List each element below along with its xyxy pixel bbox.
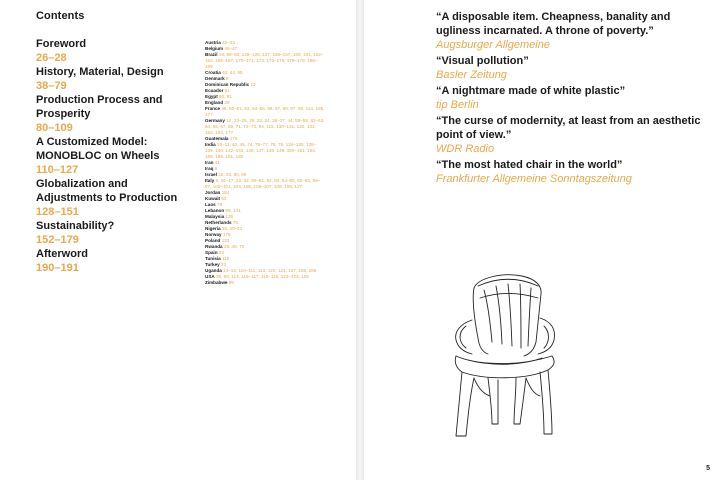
quote-text: “A nightmare made of white plastic” <box>436 85 626 97</box>
index-country: Brazil <box>205 52 218 57</box>
index-country: Poland <box>205 238 221 243</box>
index-country: USA <box>205 274 215 279</box>
index-pages: 184 <box>221 190 230 195</box>
quote-block <box>436 84 706 112</box>
index-country: Austria <box>205 40 221 45</box>
index-pages: 22 <box>221 262 227 267</box>
index-pages: 23 <box>218 250 224 255</box>
quote-source: Frankfurter Allgemeine Sonntagszeitung <box>436 173 632 185</box>
toc-title: Foreword <box>36 38 87 50</box>
quote-block <box>436 114 706 156</box>
index-country: Nigeria <box>205 226 221 231</box>
toc-item[interactable] <box>36 93 196 135</box>
index-row <box>205 52 325 70</box>
toc-pages: 38–79 <box>36 80 67 92</box>
index-row <box>205 178 325 190</box>
index-pages: 136 <box>225 214 234 219</box>
index-pages: 35, 60, 114, 116–117, 118–119, 122–123, 125 <box>215 274 309 279</box>
toc-item[interactable] <box>36 247 196 275</box>
index-pages: 10–11, 40, 45, 74, 76–77, 78, 79, 134–135, 138–139, 140, 142–143, 145, 147, 148, 149, 150–151, 164, 168, 169, 181, 182 <box>205 142 317 159</box>
index-country: France <box>205 106 221 111</box>
index-country: Germany <box>205 118 225 123</box>
index-country: Turkey <box>205 262 220 267</box>
index-country: Italy <box>205 178 215 183</box>
index-pages: 13 <box>250 82 256 87</box>
toc-item[interactable] <box>36 135 196 177</box>
index-pages: 18, 59–60, 128–129, 137, 156–157, 159, 161, 162–163, 166–167, 170–171, 173, 174–175, 178–179, 188–189 <box>205 52 324 69</box>
table-of-contents <box>36 37 196 275</box>
toc-item[interactable] <box>36 219 196 247</box>
index-pages: 46–47 <box>224 46 238 51</box>
index-country: Laos <box>205 202 216 207</box>
index-pages: 99, 141 <box>225 208 241 213</box>
quote-block <box>436 158 706 186</box>
quote-text: “Visual pollution” <box>436 55 529 67</box>
toc-title: Sustainability? <box>36 220 115 232</box>
country-index <box>205 40 325 286</box>
index-country: Ecuador <box>205 88 224 93</box>
toc-pages: 128–151 <box>36 206 79 218</box>
index-row <box>205 106 325 118</box>
press-quotes <box>436 10 706 188</box>
index-country: Spain <box>205 250 218 255</box>
toc-pages: 152–179 <box>36 234 79 246</box>
index-pages: 48, 49, 70 <box>223 244 245 249</box>
index-pages: 9, 16–17, 22, 32, 80–81, 82, 83, 84–85, 92–93, 96–97, 100–101, 103, 105, 106–107, 108, 109, 127 <box>205 178 321 189</box>
toc-pages: 80–109 <box>36 122 73 134</box>
index-pages: 14–15, 110–111, 113, 120, 121, 127, 185, 186 <box>223 268 317 273</box>
index-country: Norway <box>205 232 222 237</box>
index-country: Uganda <box>205 268 222 273</box>
index-country: Rwanda <box>205 244 223 249</box>
index-pages: 133 <box>221 238 230 243</box>
index-pages: 46, 50–51, 53, 54–55, 56, 57, 86, 87, 98, 114, 165, 177 <box>205 106 325 117</box>
toc-item[interactable] <box>36 65 196 93</box>
toc-title: Production Process and Prosperity <box>36 94 163 120</box>
index-pages: 18, 23, 90, 95 <box>218 172 247 177</box>
quote-source: WDR Radio <box>436 143 495 155</box>
index-pages: 38 <box>224 100 230 105</box>
quote-text: “A disposable item. Cheapness, banality and ugliness incarnated. A throne of poverty.” <box>436 11 671 37</box>
index-country: Dominican Republic <box>205 82 250 87</box>
index-row <box>205 142 325 160</box>
index-country: Guatemala <box>205 136 229 141</box>
quote-source: tip Berlin <box>436 99 479 111</box>
index-pages: 115 <box>222 256 230 261</box>
index-country: Egypt <box>205 94 218 99</box>
index-pages: 41 <box>214 160 220 165</box>
index-pages: 91 <box>224 88 230 93</box>
index-country: Malaysia <box>205 214 225 219</box>
toc-pages: 26–28 <box>36 52 67 64</box>
index-country: Belgium <box>205 46 224 51</box>
index-country: Kuwait <box>205 196 221 201</box>
toc-item[interactable] <box>36 37 196 65</box>
index-pages: 75 <box>232 220 238 225</box>
index-pages: 53 <box>221 196 227 201</box>
index-pages: 176 <box>222 232 231 237</box>
index-country: Netherlands <box>205 220 232 225</box>
index-pages: 42–43 <box>222 40 235 45</box>
index-pages: 99 <box>228 280 234 285</box>
index-country: Iran <box>205 160 214 165</box>
index-row <box>205 118 325 136</box>
toc-title: Globalization and Adjustments to Production <box>36 178 178 204</box>
index-pages: 40, 44, 95 <box>222 70 243 75</box>
index-country: Tunisia <box>205 256 221 261</box>
index-pages: 176 <box>229 136 238 141</box>
quote-block <box>436 10 706 52</box>
monobloc-chair-icon <box>444 268 560 440</box>
toc-title: History, Material, Design <box>36 66 164 78</box>
index-pages: 8 <box>225 76 229 81</box>
quote-source: Basler Zeitung <box>436 69 507 81</box>
right-page <box>364 0 720 480</box>
index-country: Israel <box>205 172 218 177</box>
page-number: 5 <box>706 465 710 472</box>
index-country: Zimbabwe <box>205 280 228 285</box>
index-pages: 12, 24–25, 29, 33, 34, 36–37, 44, 58–59, 62–63, 64, 65, 67, 69, 71, 72–73, 94, 115, 130–131, 132, 133, 153, 154, 177 <box>205 118 325 135</box>
index-pages: 90, 91 <box>219 94 232 99</box>
toc-pages: 110–127 <box>36 164 79 176</box>
quote-block <box>436 54 706 82</box>
left-page <box>0 0 356 480</box>
index-pages: 15, 20–21 <box>221 226 243 231</box>
index-country: Jordan <box>205 190 221 195</box>
index-row <box>205 280 325 286</box>
index-pages: 78 <box>217 202 223 207</box>
book-gutter <box>356 0 364 480</box>
quote-text: “The curse of modernity, at least from an aesthetic point of view.” <box>436 115 701 141</box>
quote-text: “The most hated chair in the world” <box>436 159 623 171</box>
index-country: Iraq <box>205 166 214 171</box>
toc-item[interactable] <box>36 177 196 219</box>
index-country: Denmark <box>205 76 225 81</box>
toc-pages: 190–191 <box>36 262 79 274</box>
contents-title: Contents <box>36 10 85 22</box>
index-country: England <box>205 100 224 105</box>
index-country: India <box>205 142 216 147</box>
index-pages: 8 <box>214 166 218 171</box>
toc-title: A Customized Model: MONOBLOC on Wheels <box>36 136 160 162</box>
index-country: Croatia <box>205 70 221 75</box>
toc-title: Afterword <box>36 248 88 260</box>
index-country: Lebanon <box>205 208 225 213</box>
quote-source: Augsburger Allgemeine <box>436 39 550 51</box>
